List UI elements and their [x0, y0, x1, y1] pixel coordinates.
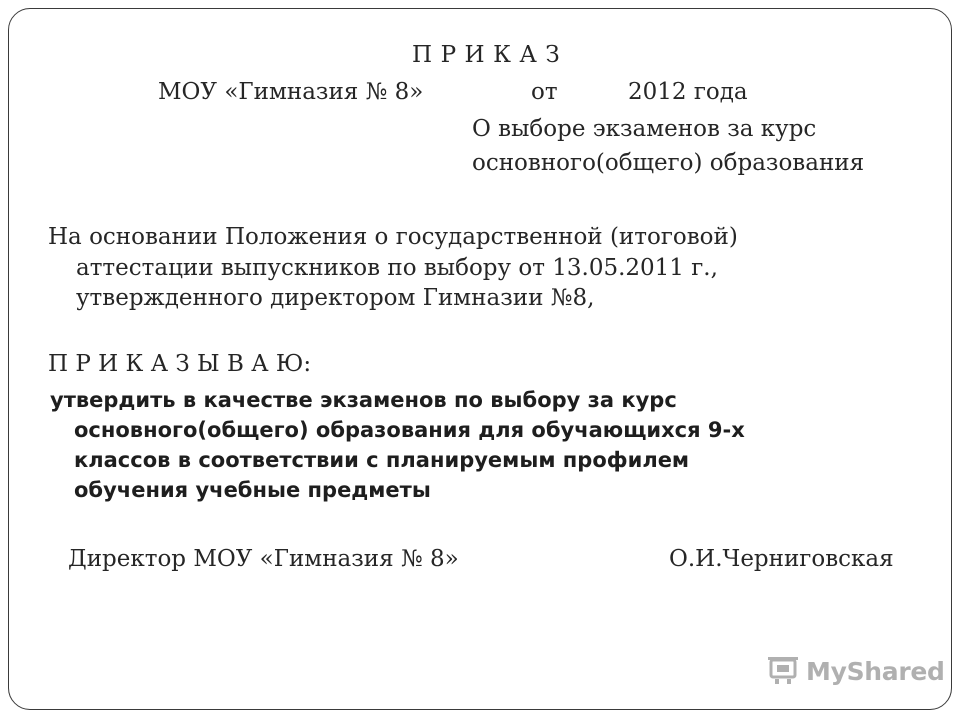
decree-line: классов в соответствии с планируемым профилем [74, 448, 690, 472]
order-heading: П Р И К А З [412, 42, 561, 68]
myshared-logo-icon [766, 654, 800, 688]
basis-line: утвержденного директором Гимназии №8, [76, 285, 595, 311]
decree-line: утвердить в качестве экзаменов по выбору за курс [50, 388, 677, 412]
decree-paragraph [50, 385, 930, 505]
order-date-from: от [531, 79, 558, 105]
decree-line: обучения учебные предметы [74, 478, 431, 502]
decree-line: основного(общего) образования для обучающихся 9-х [74, 418, 745, 442]
watermark[interactable] [766, 654, 945, 688]
order-date-year: 2012 года [628, 79, 748, 105]
director-title: Директор МОУ «Гимназия № 8» [68, 546, 459, 572]
watermark-text: MyShared [806, 656, 945, 686]
director-name: О.И.Черниговская [669, 546, 894, 572]
order-word: П Р И К А З Ы В А Ю: [48, 351, 312, 377]
order-subject-line: О выборе экзаменов за курс [472, 116, 817, 142]
basis-line: аттестации выпускников по выбору от 13.05.2011 г., [76, 254, 718, 281]
order-subject-line: основного(общего) образования [472, 150, 865, 176]
basis-line: На основании Положения о государственной (итоговой) [48, 224, 738, 250]
basis-paragraph [48, 222, 928, 314]
school-name: МОУ «Гимназия № 8» [158, 79, 424, 105]
